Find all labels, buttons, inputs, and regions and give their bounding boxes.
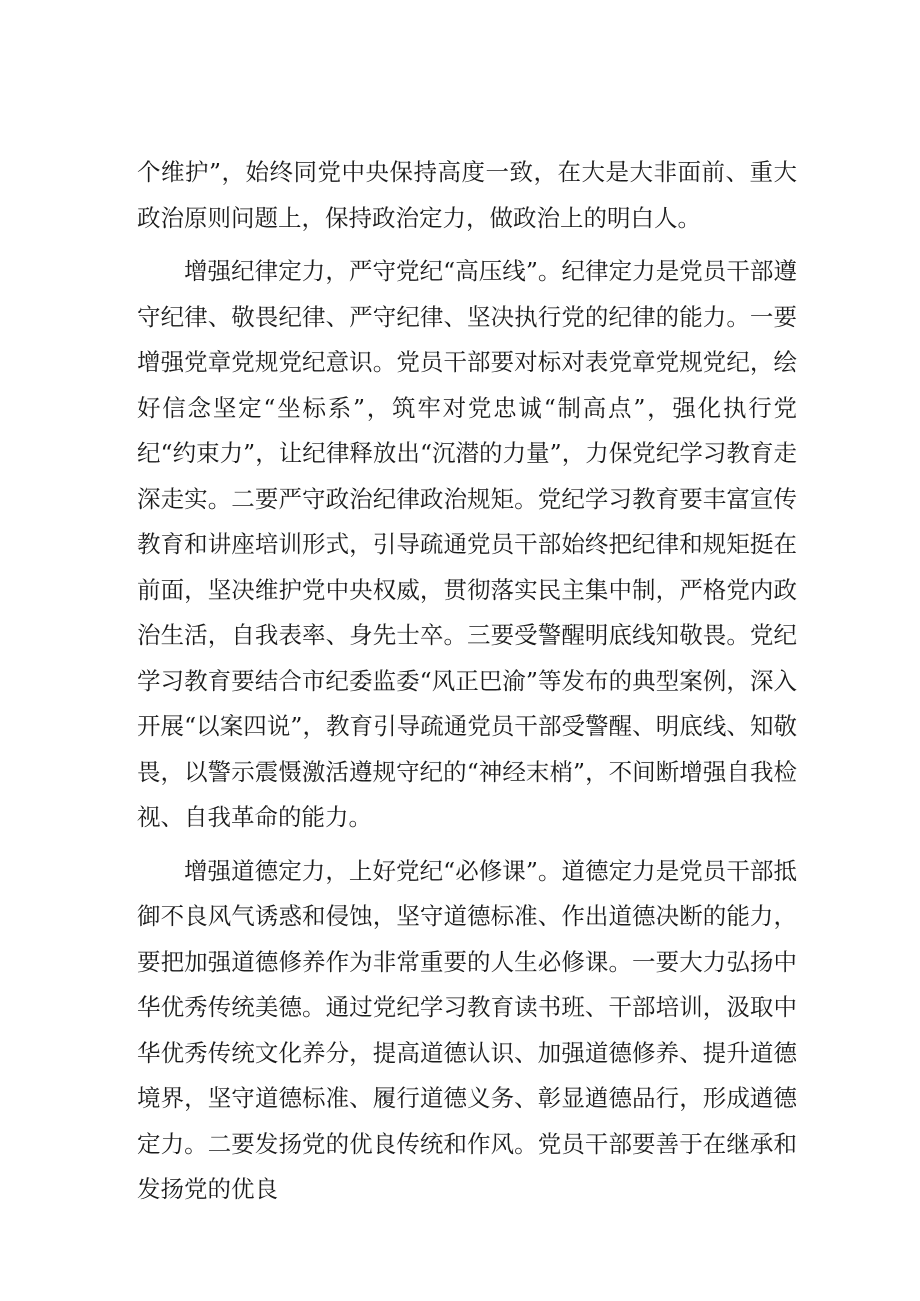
paragraph-discipline: 增强纪律定力，严守党纪“高压线”。纪律定力是党员干部遵守纪律、敬畏纪律、严守纪律、坚决执行党的纪律的能力。一要增强党章党规党纪意识。党员干部要对标对表党章党规党纪，绘好信念坚定“坐标系”，筑牢对党忠诚“制高点”，强化执行党纪“约束力”，让纪律释放出“沉潜的力量”，力保党纪学习教育走深走实。二要严守政治纪律政治规矩。党纪学习教育要丰富宣传教育和讲座培训形式，引导疏通党员干部始终把纪律和规矩挺在前面，坚决维护党中央权威，贯彻落实民主集中制，严格党内政治生活，自我表率、身先士卒。三要受警醒明底线知敬畏。党纪学习教育要结合市纪委监委“风正巴渝”等发布的典型案例，深入开展“以案四说”，教育引导疏通党员干部受警醒、明底线、知敬畏，以警示震慑激活遵规守纪的“神经末梢”，不间断增强自我检视、自我革命的能力。 xyxy=(137,257,797,831)
paragraph-continuation: 个维护”，始终同党中央保持高度一致，在大是大非面前、重大政治原则问题上，保持政治定力，做政治上的明白人。 xyxy=(137,158,797,232)
document-body xyxy=(137,150,797,1213)
paragraph-morality: 增强道德定力，上好党纪“必修课”。道德定力是党员干部抵御不良风气诱惑和侵蚀，坚守道德标准、作出道德决断的能力，要把加强道德修养作为非常重要的人生必修课。一要大力弘扬中华优秀传统美德。通过党纪学习教育读书班、干部培训，汲取中华优秀传统文化养分，提高道德认识、加强道德修养、提升道德境界，坚守道德标准、履行道德义务、彰显遒德品行，形成遒德定力。二要发扬党的优良传统和作风。党员干部要善于在继承和发扬党的优良 xyxy=(137,856,797,1203)
